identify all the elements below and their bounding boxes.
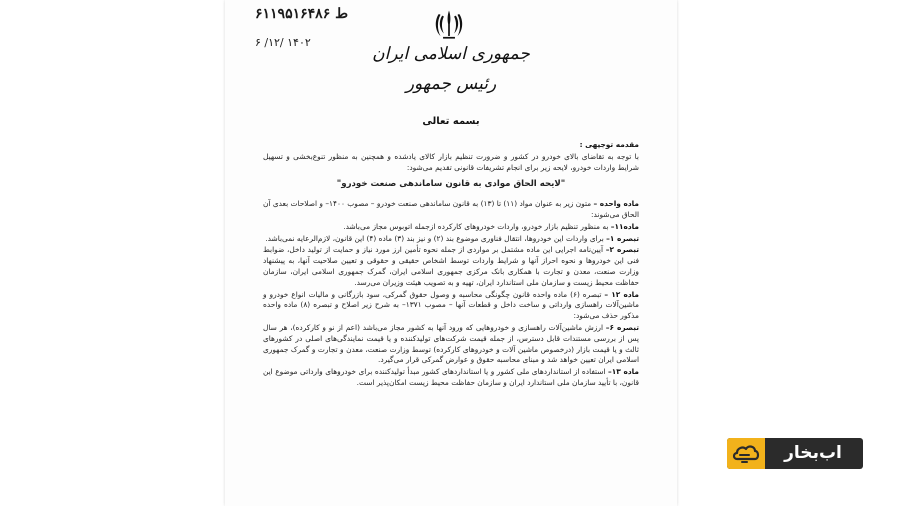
single-article-label: ماده واحده – — [593, 199, 639, 209]
article12-text: تبصره (۶) ماده واحده قانون چگونگی محاسبه و وصول حقوق گمرکی، سود بازرگانی و مالیات انواع خودرو و ماشین‌آلات راهسازی وارداتی و ساخت داخل و قطعات آنها – مصوب ۱۳۷۱– به شرح زیر اصلاح و تبصره (۸) ماده واحده مذکور حذف می‌شود: — [263, 289, 640, 321]
note6-label: تبصره ۶– — [605, 322, 640, 332]
article11-label: ماده۱۱– — [610, 221, 639, 231]
republic-title: جمهوری اسلامی ایران — [372, 44, 530, 64]
intro-heading: مقدمه توجیهی : — [579, 140, 639, 149]
article13-label: ماده ۱۳– — [608, 367, 639, 377]
document-page — [225, 0, 677, 506]
article-13 — [263, 367, 639, 389]
bismillah-heading: بسمه تعالی — [422, 116, 480, 127]
note2-text: آیین‌نامه اجرایی این ماده مشتمل بر مواردی از جمله نحوه تأمین ارز مورد نیاز و حمایت از تولید داخل، ضوابط فنی این خودروها و نحوه احراز آنها و شرایط واردات توسط اشخاص حقیقی و حقوقی و تعیین صلاحیت آنها، به پیشنهاد وزارت صنعت، معدن و تجارت با همکاری بانک مرکزی جمهوری اسلامی ایران، گمرک جمهوری اسلامی ایران، سازمان حفاظت محیط زیست و سازمان ملی استاندارد ایران، تهیه و به تصویب هیئت وزیران می‌رسد. — [263, 245, 639, 287]
single-article — [263, 199, 639, 221]
note1-text: برای واردات این خودروها، انتقال فناوری موضوع بند (۲) و نیز بند (۳) ماده (۴) این قانون، لازم‌الرعایه نمی‌باشد. — [265, 233, 604, 243]
note-2 — [263, 245, 639, 288]
president-title: رئیس جمهور — [405, 74, 497, 94]
watermark-logo — [727, 438, 863, 469]
emblem-icon — [432, 8, 466, 42]
article11-text: به منظور تنظیم بازار خودرو، واردات خودروهای کارکرده ازجمله اتوبوس مجاز می‌باشد. — [343, 221, 609, 231]
note-6 — [263, 323, 639, 366]
article12-label: ماده ۱۲ – — [604, 289, 639, 299]
steam-cloud-icon — [731, 441, 761, 466]
article-12 — [263, 290, 639, 322]
intro-text: با توجه به تقاضای بالای خودرو در کشور و ضرورت تنظیم بازار کالای یادشده و همچنین به منظور تنوع‌بخشی و تسهیل شرایط واردات خودرو، لایحه زیر برای انجام تشریفات قانونی تقدیم می‌شود: — [263, 151, 639, 172]
bill-title: "لایحه الحاق موادی به قانون ساماندهی صنعت خودرو" — [336, 179, 566, 190]
single-article-text: متون زیر به عنوان مواد (۱۱) تا (۱۳) به قانون ساماندهی صنعت خودرو – مصوب ۱۴۰۰– و اصلاحات بعدی آن الحاق می‌شوند: — [263, 199, 639, 219]
logo-text: اب‌بخار — [784, 443, 842, 463]
article-11 — [263, 222, 639, 233]
note6-text: ارزش ماشین‌آلات راهسازی و خودروهایی که ورود آنها به کشور مجاز می‌باشد (اعم از نو و کارکرده)، هر سال پس از بررسی مستندات قابل دسترس، از جمله قیمت شرکت‌های تولیدکننده و یا قیمت نمایندگی‌های اصلی در کشورهای ثالث و یا قیمت بازار (درخصوص ماشین آلات و خودروهای کارکرده) توسط وزارت صنعت، معدن و تجارت و گمرک جمهوری اسلامی ایران تعیین خواهد شد و مبنای محاسبه حقوق و عوارض گمرکی قرار می‌گیرد. — [263, 322, 639, 365]
note-1 — [263, 234, 639, 245]
letter-body — [263, 140, 639, 390]
note1-label: تبصره ۱– — [606, 233, 639, 243]
note2-label: تبصره ۲– — [605, 245, 639, 255]
article13-text: استفاده از استانداردهای ملی کشور و یا استانداردهای کشور مبدأ تولیدکننده برای خودروهای وارداتی موضوع این قانون، با تأیید سازمان ملی استاندارد ایران و سازمان حفاظت محیط زیست امکان‌پذیر است. — [263, 367, 639, 387]
letter-date: ۶ /۱۲/ ۱۴۰۲ — [255, 36, 311, 49]
letter-number: ۶۱۱۹۵ط ۱۶۴۸۶ — [255, 6, 349, 22]
